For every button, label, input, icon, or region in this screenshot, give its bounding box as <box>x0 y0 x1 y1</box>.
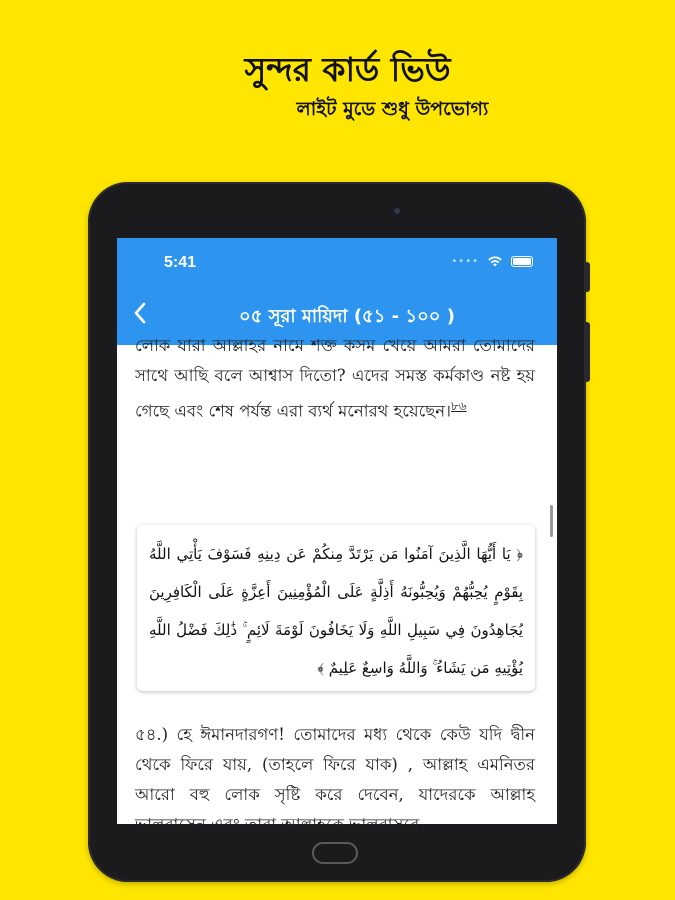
translation-paragraph: ৫৪.) হে ঈমানদারগণ! তোমাদের মধ্য থেকে কেউ যদি দ্বীন থেকে ফিরে যায়, (তাহলে ফিরে যাক) , আল্লাহ এমনিতর আরো বহু লোক সৃষ্টি করে দেবেন, যাদেরকে আল্লাহ ভালবাসেন এবং তারা আল্লাহকে ভালবাসবে <box>135 725 535 834</box>
paragraph-text: লোক যারা আল্লাহর নামে শক্ত কসম খেয়ে আমরা তোমাদের সাথে আছি বলে আশ্বাস দিতো? এদের সমস্ত কর্মকাণ্ড নষ্ট হয় গেছে এবং শেষ পর্যন্ত এরা ব্যর্থ মনোরথ হয়েছেন। <box>135 336 535 421</box>
home-button[interactable] <box>312 842 358 864</box>
signal-dots-icon: •••• <box>451 255 479 267</box>
status-time: 5:41 <box>164 254 197 271</box>
promo-subtitle: লাইট মুডে শুধু উপভোগ্য <box>296 98 489 120</box>
side-button-top <box>585 262 590 292</box>
device-screen <box>117 238 557 834</box>
arabic-ayah-card <box>137 525 535 691</box>
wifi-icon <box>487 254 503 268</box>
footnote-link[interactable]: ৮৬ <box>450 399 467 413</box>
battery-icon <box>511 256 533 267</box>
arabic-ayah-text: ﴿ يَا أَيُّهَا الَّذِينَ آمَنُوا مَن يَرْتَدَّ مِنكُمْ عَن دِينِهِ فَسَوْفَ يَأْتِي اللَّهُ بِقَوْمٍ يُحِبُّهُمْ وَيُحِبُّونَهُ أَذِلَّةٍ عَلَى الْمُؤْمِنِينَ أَعِزَّةٍ عَلَى الْكَافِرِينَ يُجَاهِدُونَ فِي سَبِيلِ اللَّهِ وَلَا يَخَافُونَ لَوْمَةَ لَائِمٍ ۚ ذَٰلِكَ فَضْلُ اللَّهِ يُؤْتِيهِ مَن يَشَاءُ ۚ وَاللَّهُ وَاسِعٌ عَلِيمٌ ﴾ <box>149 545 523 677</box>
status-icons <box>451 254 533 268</box>
camera <box>394 208 400 214</box>
page-title: ০৫ সূরা মায়িদা (৫১ - ১০০ ) <box>238 306 455 327</box>
app-bar <box>117 238 557 345</box>
reading-content[interactable] <box>117 336 557 834</box>
translation-paragraph <box>135 331 535 427</box>
side-button-middle <box>585 322 590 382</box>
scrollbar[interactable] <box>550 505 553 537</box>
promo-title: সুন্দর কার্ড ভিউ <box>244 50 451 89</box>
